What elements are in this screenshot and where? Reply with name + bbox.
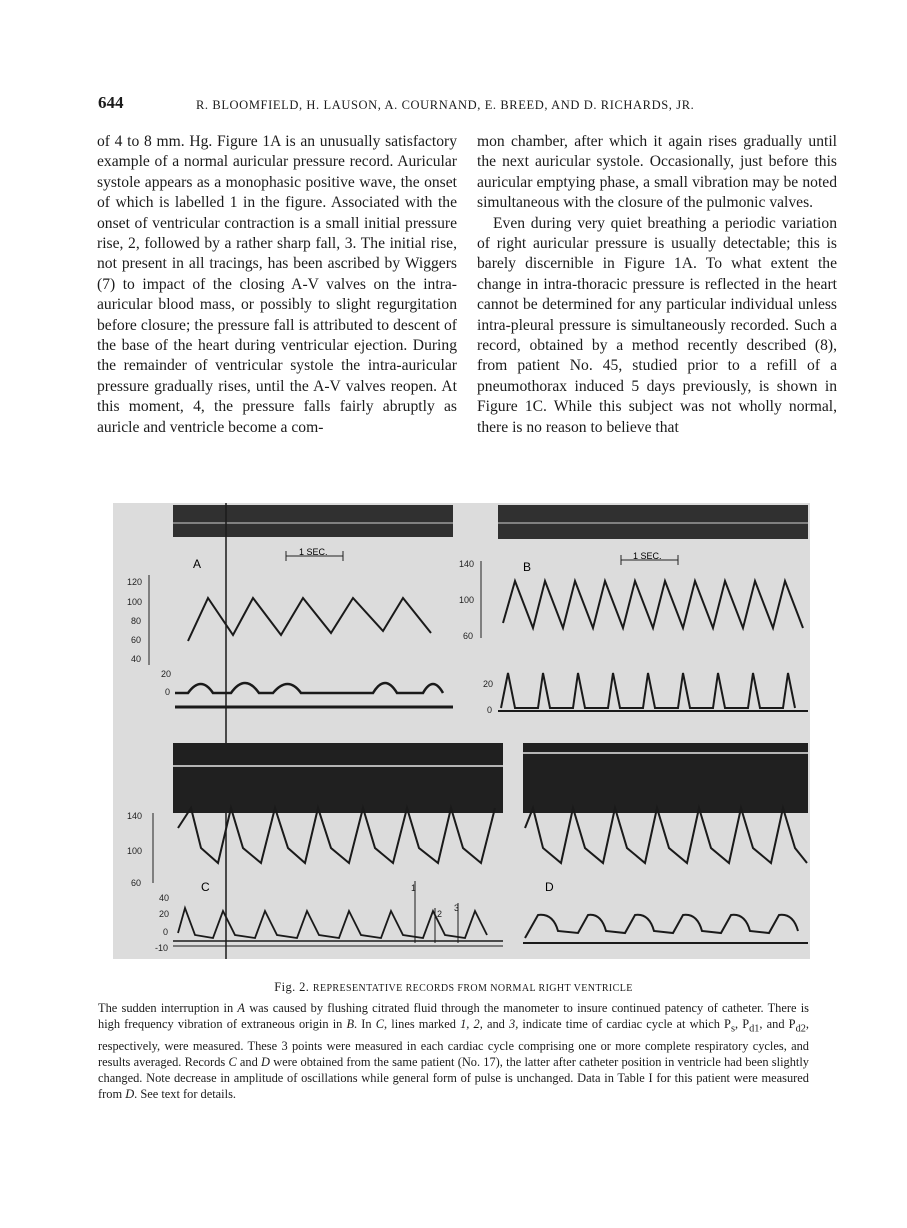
body-paragraph: mon chamber, after which it again rises gradually until the next auricular systole. Occasionally, just before this auricular emptying phase, a small vibration may be noted simultaneous with the closure of the pulmonic valves. <box>477 133 837 212</box>
caption-ref: 3 <box>508 1017 516 1032</box>
caption-text: , respectively, were measured. These 3 points were measured in each cardiac cycle comprising one or more complete respiratory cycles, and results averaged. Records <box>98 1017 810 1069</box>
caption-subscript: d2 <box>795 1023 806 1035</box>
caption-text: . In <box>354 1017 376 1032</box>
y-tick-label: 80 <box>131 616 142 626</box>
y-tick-label: 140 <box>127 811 143 821</box>
y-tick-label: 40 <box>159 893 170 903</box>
caption-subscript: d1 <box>749 1023 760 1035</box>
figure-canvas <box>113 503 810 959</box>
y-tick-label: 120 <box>127 577 143 587</box>
panel-b-label: B <box>523 560 532 574</box>
left-column <box>97 132 457 438</box>
figure-label: Fig. 2. <box>274 980 310 994</box>
y-tick-label: 100 <box>459 595 475 605</box>
y-tick-label: 20 <box>483 679 494 689</box>
y-tick-label: 20 <box>161 669 172 679</box>
y-tick-label: 60 <box>131 878 142 888</box>
y-tick-label: 0 <box>165 687 171 697</box>
caption-text: The sudden interruption in <box>98 1001 238 1015</box>
body-paragraph: of 4 to 8 mm. Hg. Figure 1A is an unusually satisfactory example of a normal auricular pressure record. Auricular systole appears as a monophasic positive wave, the onset of which is labelled 1 in the figure. Associated with the onset of ventricular contraction is a small initial pressure rise, 2, followed by a rather sharp fall, 3. The initial rise, not present in all tracings, has been ascribed by Wiggers (7) to impact of the closing A-V valves on the intra-auricular blood mass, or possibly to slight regurgitation before closure; the pressure fall is attributed to descent of the base of the heart during ventricular ejection. During the remainder of ventricular systole the intra-auricular pressure gradually rises, until the A-V valves reopen. At this moment, 4, the pressure falls fairly abruptly as auricle and ventricle become a com- <box>97 133 457 436</box>
panel-c-top-band <box>173 743 503 813</box>
y-tick-label: 60 <box>463 631 474 641</box>
right-column <box>477 132 837 438</box>
figure-title: REPRESENTATIVE RECORDS FROM NORMAL RIGHT VENTRICLE <box>312 983 633 994</box>
y-tick-label: -10 <box>155 943 169 953</box>
y-tick-label: 0 <box>163 927 169 937</box>
caption-text: and <box>236 1054 262 1069</box>
panel-b-time-scale: 1 SEC. <box>633 551 662 561</box>
panel-a-time-scale: 1 SEC. <box>299 547 328 557</box>
caption-text: , and P <box>759 1017 796 1032</box>
y-tick-label: 100 <box>127 846 143 856</box>
caption-ref: D <box>125 1086 135 1101</box>
caption-text: , P <box>734 1017 750 1032</box>
y-tick-label: 60 <box>131 635 142 645</box>
panel-c-label: C <box>201 880 210 894</box>
caption-ref: A <box>237 1001 245 1015</box>
panel-b-top-band <box>498 505 808 539</box>
y-tick-label: 140 <box>459 559 475 569</box>
running-head: R. BLOOMFIELD, H. LAUSON, A. COURNAND, E. BREED, AND D. RICHARDS, JR. <box>196 98 695 112</box>
cycle-mark-1: 1 <box>411 883 417 893</box>
caption-ref: 1, 2, <box>460 1017 483 1032</box>
caption-ref: C <box>375 1017 385 1032</box>
caption-text: , indicate time of cardiac cycle at which P <box>515 1017 731 1032</box>
y-tick-label: 20 <box>159 909 170 919</box>
caption-text: were obtained from the same patient (No. 17), the latter after catheter position in ventricle had been slightly changed. Note decrease in amplitude of oscillations while general form of pulse is unchanged. Data in Table I for this patient were measured from <box>98 1054 809 1101</box>
figure-background <box>113 503 810 959</box>
cycle-mark-2: 2 <box>437 909 443 919</box>
panel-d-label: D <box>545 880 554 894</box>
panel-a-label: A <box>193 557 202 571</box>
caption-ref: C <box>228 1054 237 1069</box>
body-paragraph: Even during very quiet breathing a periodic variation of right auricular pressure is usually detectable; this is barely discernible in Figure 1A. To what extent the change in intra-thoracic pressure is reflected in the heart cannot be determined for any particular individual unless intra-pleural pressure is simultaneously recorded. Such a record, obtained by a method recently described (8), from patient No. 45, studied prior to a refill of a pneumothorax induced 5 days previously, is shown in Figure 1C. While this subject was not wholly normal, there is no reason to believe that <box>477 214 837 436</box>
caption-text: and <box>482 1017 509 1032</box>
cycle-mark-3: 3 <box>454 903 460 913</box>
caption-ref: B <box>346 1017 355 1032</box>
panel-a-top-band <box>173 505 453 537</box>
caption-text: , lines marked <box>384 1017 461 1032</box>
y-tick-label: 0 <box>487 705 493 715</box>
page-number: 644 <box>98 93 124 112</box>
caption-ref: D <box>261 1054 270 1069</box>
figure-caption-title <box>0 980 907 995</box>
y-tick-label: 100 <box>127 597 143 607</box>
caption-text: . See text for details. <box>134 1086 236 1101</box>
caption-subscript: s <box>730 1023 735 1035</box>
figure-2-pressure-records <box>113 503 810 959</box>
y-tick-label: 40 <box>131 654 142 664</box>
caption-text: was caused by flushing citrated fluid through the manometer to insure continued patency of catheter. There is high frequency vibration of extraneous origin in <box>98 1001 809 1032</box>
figure-caption-text <box>98 1000 809 1102</box>
